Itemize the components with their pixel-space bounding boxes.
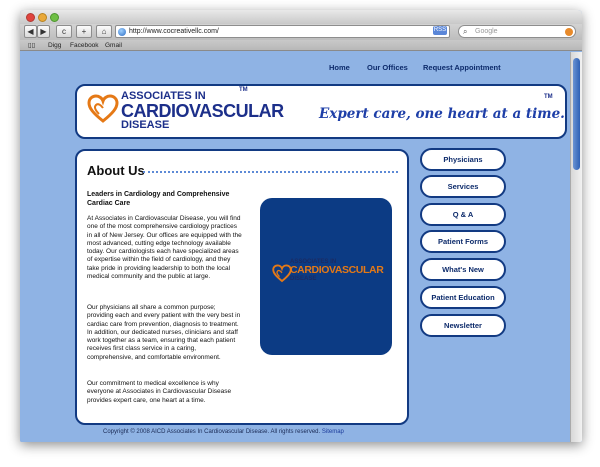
copyright-text: Copyright © 2008 AICD Associates In Cardiovascular Disease. All rights reserved. [103,429,321,435]
promo-line-3: DISEASE [290,275,317,282]
home-button[interactable]: ⌂ [96,25,112,38]
tagline-trademark: TM [544,94,553,100]
reload-button[interactable]: c [56,25,72,38]
sidebar-item-newsletter[interactable]: Newsletter [420,314,506,337]
content-panel [75,149,409,425]
promo-line-1: ASSOCIATES IN [290,259,337,265]
logo-wordmark[interactable] [121,91,284,131]
page-title: About Us [87,163,145,178]
tagline: Expert care, one heart at a time. [319,106,565,122]
address-bar[interactable] [115,25,450,38]
sidebar-item-patient-education[interactable]: Patient Education [420,286,506,309]
heart-logo-icon [87,94,119,124]
search-icon: ⌕ [463,27,468,36]
paragraph-3: Our commitment to medical excellence is why everyone at Associates in Cardiovascular Disease provides expert care, one heart at a time. [87,380,232,404]
browser-toolbar [20,24,582,40]
nav-home[interactable]: Home [329,63,350,72]
paragraph-1: At Associates in Cardiovascular Disease, you will find one of the most comprehensive cardiology practices in all of New Jersey. Our offices are equipped with the most advanced, cutting edge technology available today. Our cardiologists each have specialized areas of expertise within the field of cardiology, and they take pride in providing leadership to both the local medical community and the public at large. [87,215,242,281]
promo-heart-icon [272,264,292,283]
promo-wordmark [290,259,383,282]
promo-line-2: CARDIOVASCULAR [290,264,384,276]
nav-our-offices[interactable]: Our Offices [367,63,408,72]
book-icon[interactable]: ▯▯ [28,42,36,49]
scrollbar-thumb[interactable] [573,58,580,170]
browser-window [20,10,582,442]
logo-line-2: CARDIOVASCULAR [121,101,284,121]
footer [103,429,344,435]
back-button[interactable]: ◀ [24,25,37,38]
sidebar-item-whats-new[interactable]: What's New [420,258,506,281]
forward-button[interactable]: ▶ [37,25,50,38]
rss-icon[interactable]: RSS [433,27,447,33]
bookmark-gmail[interactable]: Gmail [105,42,122,49]
web-page [20,52,570,442]
title-divider [143,171,398,173]
bookmark-digg[interactable]: Digg [48,42,62,49]
promo-image [260,198,392,355]
sidebar-item-services[interactable]: Services [420,175,506,198]
zoom-window-button[interactable] [50,13,59,22]
minimize-window-button[interactable] [38,13,47,22]
globe-icon [118,28,126,36]
bookmark-facebook[interactable]: Facebook [70,42,99,49]
sidebar-item-patient-forms[interactable]: Patient Forms [420,230,506,253]
sidebar-item-qa[interactable]: Q & A [420,203,506,226]
bookmarks-bar [20,40,582,51]
address-text: http://www.cocreativellc.com/ [129,28,219,35]
search-placeholder: Google [475,28,498,35]
logo-trademark: TM [239,87,248,93]
title-bar [20,10,582,24]
close-window-button[interactable] [26,13,35,22]
section-subheading: Leaders in Cardiology and Comprehensive Cardiac Care [87,191,230,207]
nav-request-appointment[interactable]: Request Appointment [423,63,501,72]
paragraph-2: Our physicians all share a common purpose; providing each and every patient with the very best in cardiac care from prevention, diagnosis to treatment. In addition, our dedicated nurses, clinicians and staff work together as a team, ensuring that each patient receives first class service in a caring, comprehensive, and comfortable environment. [87,304,241,361]
sitemap-link[interactable]: Sitemap [321,429,344,435]
search-engine-icon[interactable] [565,28,573,36]
logo-line-1: ASSOCIATES IN [121,90,206,102]
sidebar-item-physicians[interactable]: Physicians [420,148,506,171]
logo-line-3: DISEASE [121,119,170,131]
add-bookmark-button[interactable]: + [76,25,92,38]
site-header [75,84,567,139]
search-field[interactable] [458,25,576,38]
vertical-scrollbar[interactable] [570,52,582,442]
